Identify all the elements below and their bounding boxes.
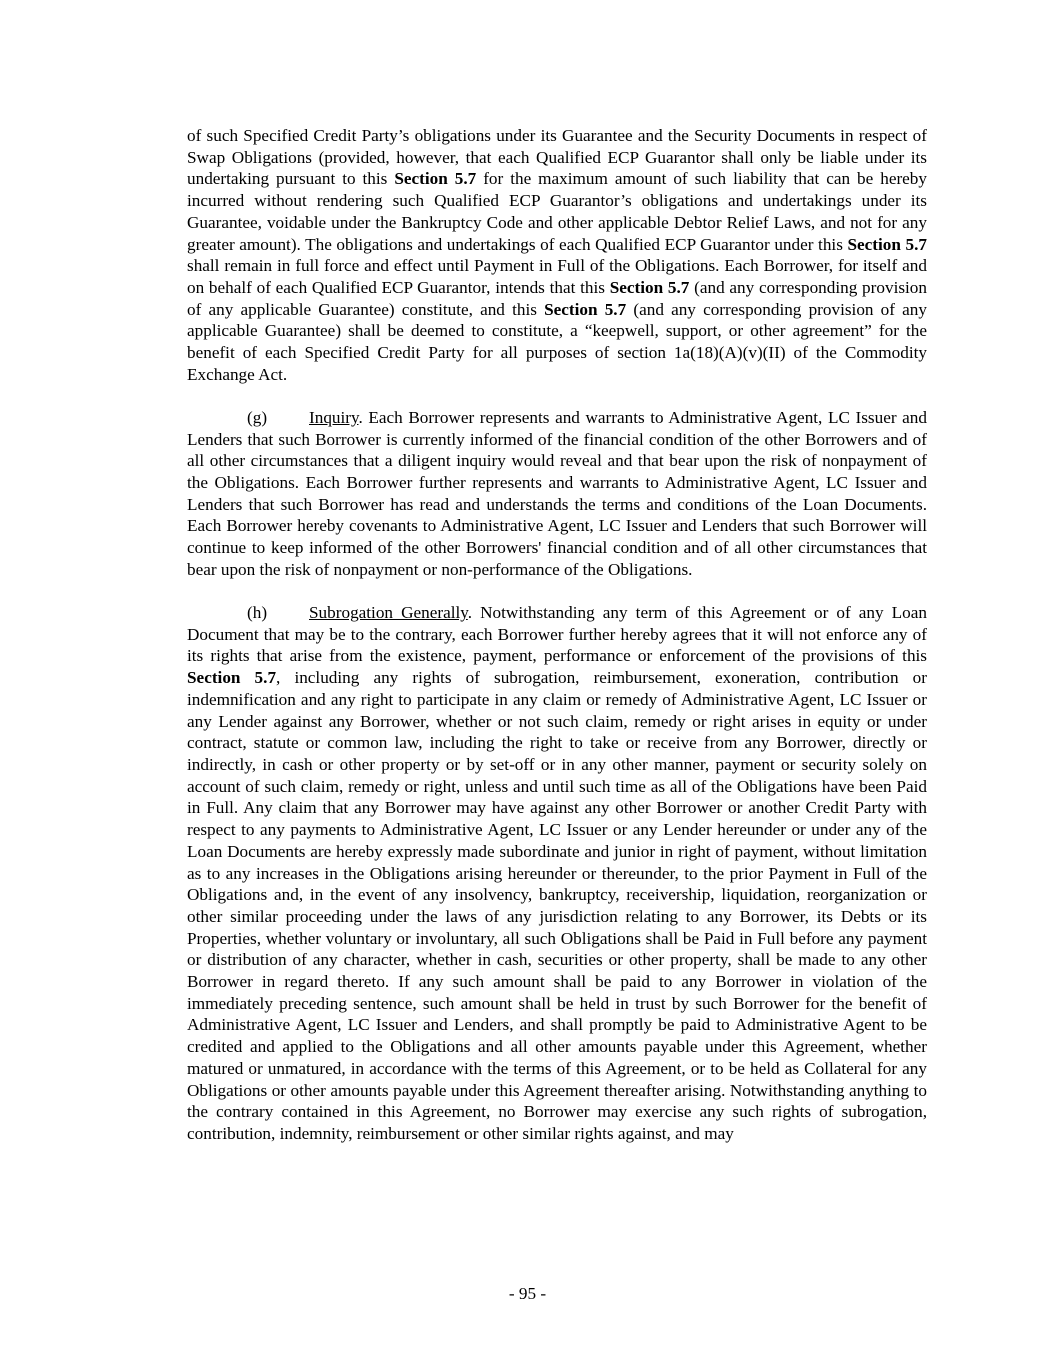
paragraph-h-heading: Subrogation Generally — [309, 603, 468, 623]
page-number: - 95 - — [508, 1284, 547, 1303]
section-reference: Section 5.7 — [187, 668, 277, 688]
paragraph-f-text-3: shall remain in full force and effect until Payment in Full of the Obligations. Each Borrower, for itself and on behalf of each Qualified ECP Guarantor, intends that this — [187, 256, 927, 297]
section-reference: Section 5.7 — [609, 277, 690, 297]
document-page — [187, 125, 927, 1145]
paragraph-h-label: (h) — [247, 603, 268, 623]
paragraph-g — [187, 407, 927, 581]
section-reference: Section 5.7 — [394, 169, 477, 189]
paragraph-g-label: (g) — [247, 407, 268, 427]
paragraph-g-body: . Each Borrower represents and warrants to Administrative Agent, LC Issuer and Lenders that such Borrower is currently informed of the financial condition of the other Borrowers and of all other circumstances that a diligent inquiry would reveal and that bear upon the risk of nonpayment of the Obligations. Each Borrower further represents and warrants to Administrative Agent, LC Issuer and Lenders that such Borrower has read and understands the terms and conditions of the Loan Documents. Each Borrower hereby covenants to Administrative Agent, LC Issuer and Lenders that such Borrower will continue to keep informed of the other Borrowers' financial condition and of all other circumstances that bear upon the risk of nonpayment or non-performance of the Obligations. — [187, 407, 927, 579]
paragraph-h-text-2: , including any rights of subrogation, reimbursement, exoneration, contribution or indemnification and any right to participate in any claim or remedy of Administrative Agent, LC Issuer or any Lender against any Borrower, whether or not such claim, remedy or right arises in equity or under contract, statute or common law, including the right to take or receive from any Borrower, directly or indirectly, in cash or other property or by set-off or in any other manner, payment or security solely on account of such claim, remedy or right, unless and until such time as all of the Obligations have been Paid in Full. Any claim that any Borrower may have against any other Borrower or another Credit Party with respect to any payments to Administrative Agent, LC Issuer or any Lender hereunder or under any of the Loan Documents are hereby expressly made subordinate and junior in right of payment, without limitation as to any increases in the Obligations arising hereunder or thereunder, to the prior Payment in Full of the Obligations and, in the event of any insolvency, bankruptcy, receivership, liquidation, reorganization or other similar proceeding under the laws of any jurisdiction relating to any Borrower, its Debts or its Properties, whether voluntary or involuntary, all such Obligations shall be Paid in Full before any payment or distribution of any character, whether in cash, securities or other property, shall be made to any other Borrower in regard thereto. If any such amount shall be paid to any Borrower in violation of the immediately preceding sentence, such amount shall be held in trust by such Borrower for the benefit of Administrative Agent, LC Issuer and Lenders, and shall promptly be paid to Administrative Agent to be credited and applied to the Obligations and all other amounts payable under this Agreement, whether matured or unmatured, in accordance with the terms of this Agreement, or to be held as Collateral for any Obligations or other amounts payable under this Agreement thereafter arising. Notwithstanding anything to the contrary contained in this Agreement, no Borrower may exercise any such rights of subrogation, contribution, indemnity, reimbursement or other similar rights against, and may — [187, 668, 927, 1143]
paragraph-f-text-5: (and any corresponding provision of any applicable Guarantee) shall be deemed to constitute, a “keepwell, support, or other agreement” for the benefit of each Specified Credit Party for all purposes of section 1a(18)(A)(v)(II) of the Commodity Exchange Act. — [187, 299, 927, 384]
paragraph-f-text-2: for the maximum amount of such liability that can be hereby incurred without rendering such Qualified ECP Guarantor’s obligations and undertakings under its Guarantee, voidable under the Bankruptcy Code and other applicable Debtor Relief Laws, and not for any greater amount). The obligations and undertakings of each Qualified ECP Guarantor under this — [187, 169, 927, 254]
section-reference: Section 5.7 — [544, 299, 627, 319]
section-reference: Section 5.7 — [847, 234, 928, 254]
paragraph-f-text-4: (and any corresponding provision of any applicable Guarantee) constitute, and this — [187, 277, 927, 319]
paragraph-f-continued — [187, 125, 927, 385]
paragraph-f-text-1: of such Specified Credit Party’s obligations under its Guarantee and the Security Documents in respect of Swap Obligations (provided, however, that each Qualified ECP Guarantor shall only be liable under its undertaking pursuant to this — [187, 126, 927, 189]
paragraph-g-heading: Inquiry — [309, 407, 359, 427]
paragraph-h — [187, 602, 927, 1145]
paragraph-h-text-1: . Notwithstanding any term of this Agreement or of any Loan Document that may be to the contrary, each Borrower further hereby agrees that it will not enforce any of its rights that arise from the existence, payment, performance or enforcement of the provisions of this — [187, 603, 927, 666]
